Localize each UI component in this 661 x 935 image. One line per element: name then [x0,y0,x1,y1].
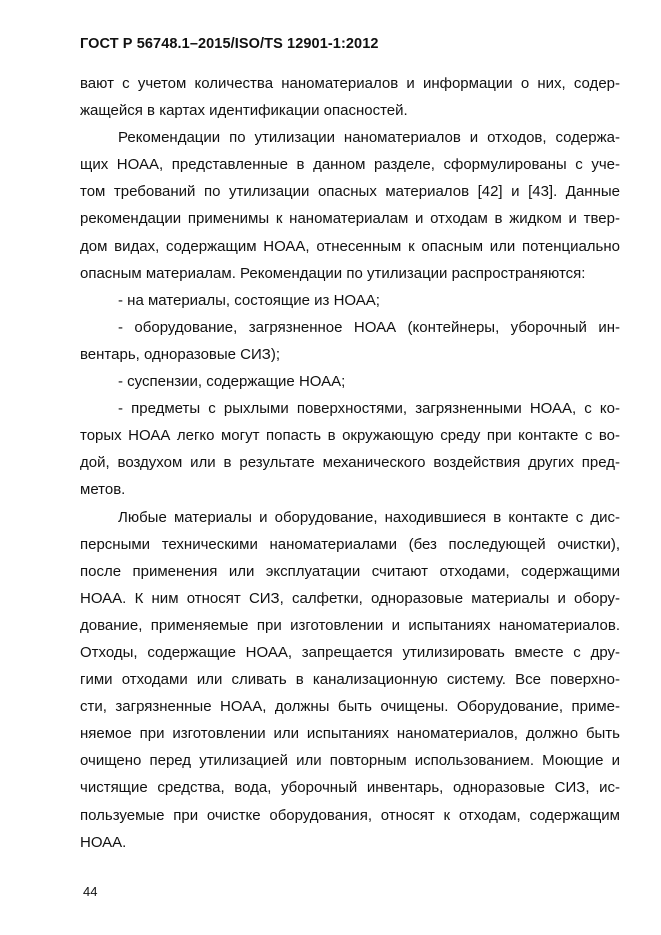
text-line: - на материалы, состоящие из НОАА; [118,291,380,309]
text-line: вают с учетом количества наноматериалов и информации о них, содер- [80,75,620,92]
text-line: опасным материалам. Рекомендации по утилизации распространяются: [80,264,586,282]
text-line: жащейся в картах идентификации опасностей. [80,102,408,120]
text-line: няемое при изготовлении или испытаниях наноматериалов, должно быть [80,725,620,743]
text-line: Отходы, содержащие НОАА, запрещается утилизировать вместе с дру- [80,643,620,661]
document-header: ГОСТ Р 56748.1–2015/ISO/TS 12901-1:2012 [80,36,379,52]
document-body [80,70,620,856]
text-line: метов. [80,481,126,499]
text-line: Рекомендации по утилизации наноматериалов и отходов, содержа- [118,129,620,147]
text-line: щих НОАА, представленные в данном разделе, сформулированы с уче- [80,156,620,174]
text-line: НОАА. [80,833,127,851]
text-line: - оборудование, загрязненное НОАА (контейнеры, уборочный ин- [118,318,620,336]
text-line: очищено перед утилизацией или повторным использованием. Моющие и [80,752,620,770]
text-line: - предметы с рыхлыми поверхностями, загрязненными НОАА, с ко- [118,400,620,418]
text-line: Любые материалы и оборудование, находившиеся в контакте с дис- [118,508,620,526]
text-line: персными техническими наноматериалами (без последующей очистки), [80,535,620,553]
text-line: рекомендации применимы к наноматериалам и отходам в жидком и твер- [80,210,620,228]
text-line: том требований по утилизации опасных материалов [42] и [43]. Данные [80,183,620,201]
text-line: дом видах, содержащим НОАА, отнесенным к опасным или потенциально [80,237,620,255]
text-line: дование, применяемые при изготовлении и испытаниях наноматериалов. [80,616,620,634]
text-line: после применения или эксплуатации считают отходами, содержащими [80,562,620,580]
text-line: вентарь, одноразовые СИЗ); [80,345,281,363]
text-line: чистящие средства, вода, уборочный инвентарь, одноразовые СИЗ, ис- [80,779,620,797]
text-line: НОАА. К ним относят СИЗ, салфетки, одноразовые материалы и обору- [80,589,620,607]
text-line: пользуемые при очистке оборудования, относят к отходам, содержащим [80,806,620,824]
page-number: 44 [83,884,98,899]
text-line: дой, воздухом или в результате механического воздействия других пред- [80,454,620,472]
text-line: гими отходами или сливать в канализационную систему. Все поверхно- [80,671,620,689]
text-line: сти, загрязненные НОАА, должны быть очищены. Оборудование, приме- [80,698,620,716]
text-line: торых НОАА легко могут попасть в окружающую среду при контакте с во- [80,427,620,445]
text-line: - суспензии, содержащие НОАА; [118,373,346,391]
